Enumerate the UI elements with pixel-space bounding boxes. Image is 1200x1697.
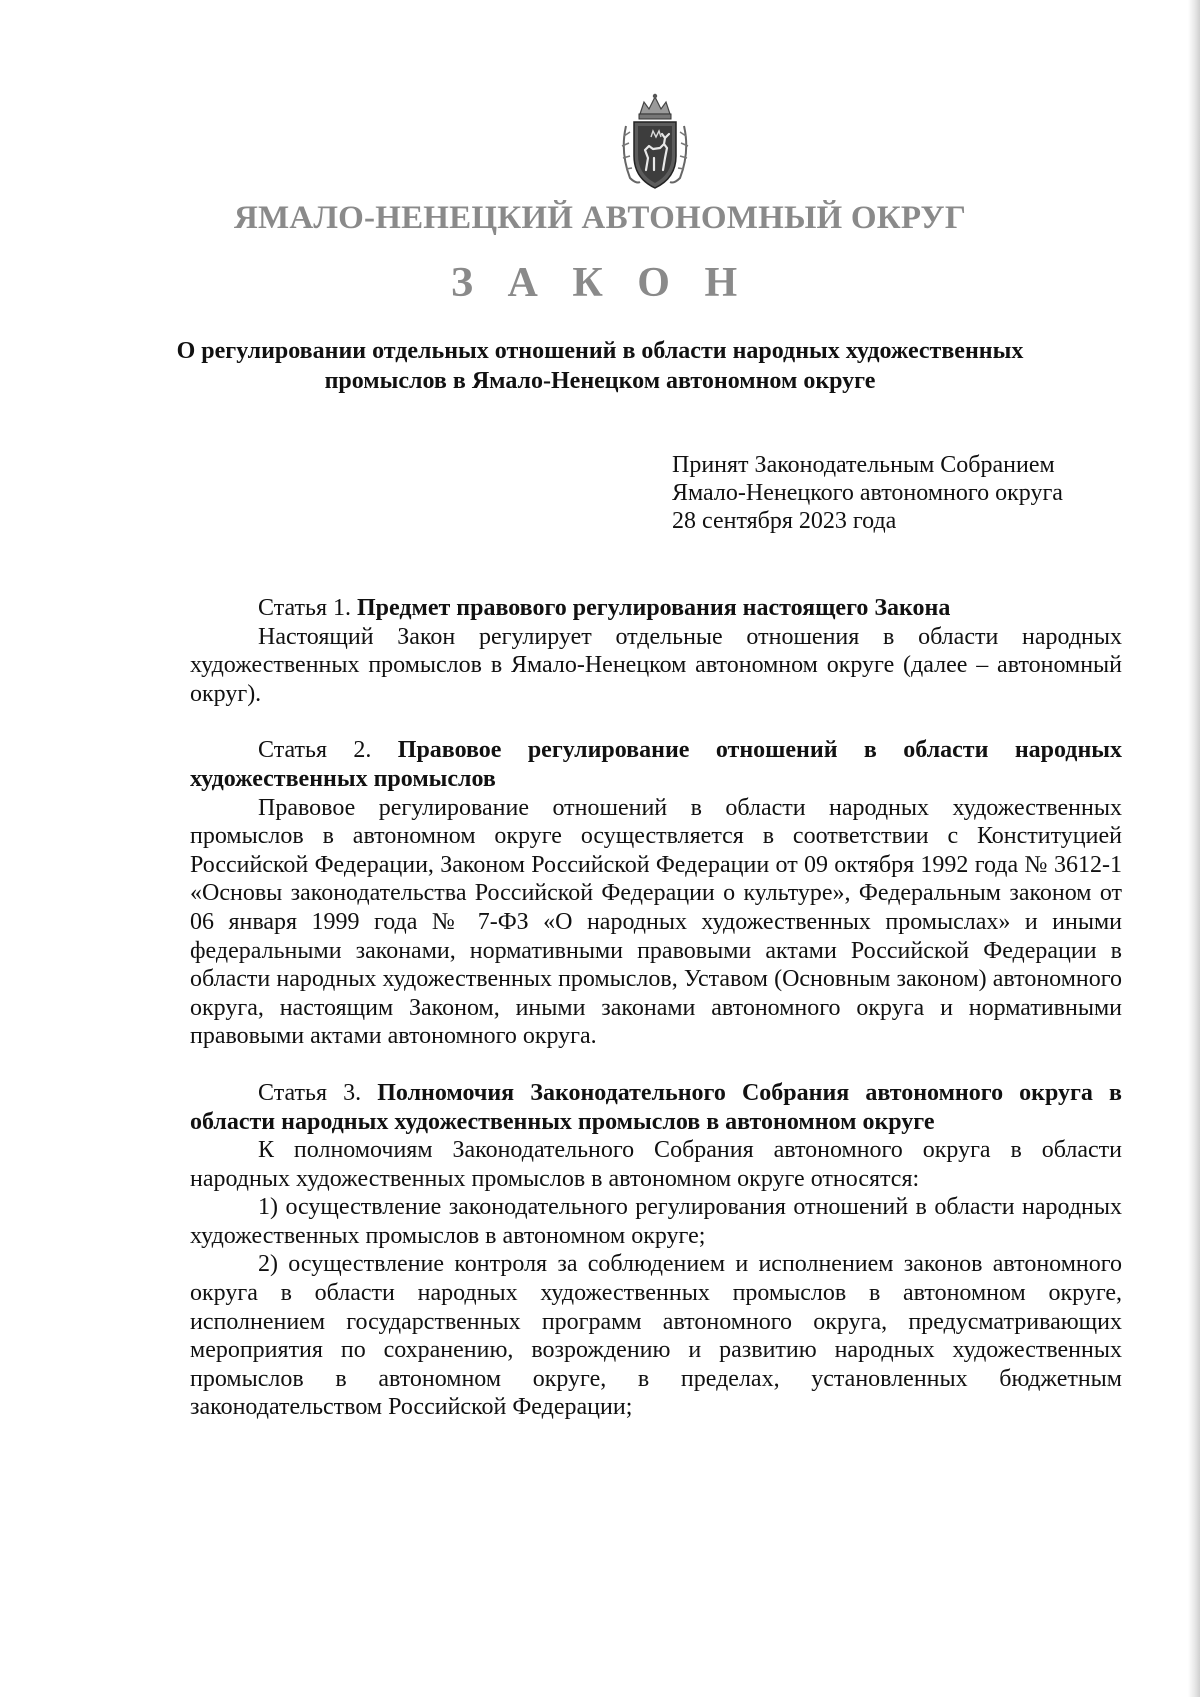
article-label: Статья 3. <box>258 1079 362 1106</box>
article-2 <box>190 736 1122 1051</box>
article-heading <box>190 1079 1122 1136</box>
law-title: О регулировании отдельных отношений в области народных художественных промыслов в Ямало-Ненецком автономном округе <box>176 338 1024 394</box>
article-heading <box>190 594 1122 623</box>
article-label: Статья 2. <box>258 737 372 764</box>
region-name: ЯМАЛО-НЕНЕЦКИЙ АВТОНОМНЫЙ ОКРУГ <box>233 200 967 236</box>
article-title: Полномочия Законодательного Собрания автономного округа в области народных художественных промыслов в автономном округе <box>190 1079 1123 1135</box>
list-item: 2) осуществление контроля за соблюдением и исполнением законов автономного округа в области народных художественных промыслов в автономном округе, исполнением государственных программ автономного округа, предусматривающих мероприятия по сохранению, возрождению и развитию народных художественных промыслов в автономном округе, в пределах, установленных бюджетным законодательством Российской Федерации; <box>190 1251 1122 1421</box>
law-body <box>190 594 1122 1450</box>
list-item: 1) осуществление законодательного регулирования отношений в области народных художественных промыслов в автономном округе; <box>190 1194 1122 1249</box>
article-3 <box>190 1079 1122 1422</box>
article-paragraph: Настоящий Закон регулирует отдельные отношения в области народных художественных промыслов в Ямало-Ненецком автономном округе (далее – автономный округ). <box>190 623 1122 707</box>
document-type: З А К О Н <box>450 260 750 306</box>
page-edge-shadow <box>1188 0 1200 1697</box>
article-heading <box>190 736 1122 793</box>
article-1 <box>190 594 1122 708</box>
article-paragraph: К полномочиям Законодательного Собрания автономного округа в области народных художественных промыслов в автономном округе относятся: <box>190 1137 1122 1192</box>
article-title: Правовое регулирование отношений в области народных художественных промыслов <box>190 737 1123 792</box>
adoption-line: Ямало-Ненецкого автономного округа <box>672 480 1063 506</box>
article-label: Статья 1. <box>258 595 351 621</box>
adoption-note <box>672 451 1063 535</box>
article-title: Предмет правового регулирования настоящего Закона <box>356 595 951 621</box>
adoption-line: Принят Законодательным Собранием <box>672 452 1055 478</box>
coat-of-arms-icon <box>618 92 692 194</box>
article-paragraph: Правовое регулирование отношений в области народных художественных промыслов в автономном округе осуществляется в соответствии с Конституцией Российской Федерации, Законом Российской Федерации от 09 октября 1992 года № 3612-1 «Основы законодательства Российской Федерации о культуре», Федеральным законом от 06 января 1999 года № 7-ФЗ «О народных художественных промыслах» и иными федеральными законами, нормативными правовыми актами Российской Федерации в области народных художественных промыслов, Уставом (Основным законом) автономного округа, настоящим Законом, иными законами автономного округа и нормативными правовыми актами автономного округа. <box>190 794 1122 1050</box>
adoption-date: 28 сентября 2023 года <box>672 508 897 534</box>
